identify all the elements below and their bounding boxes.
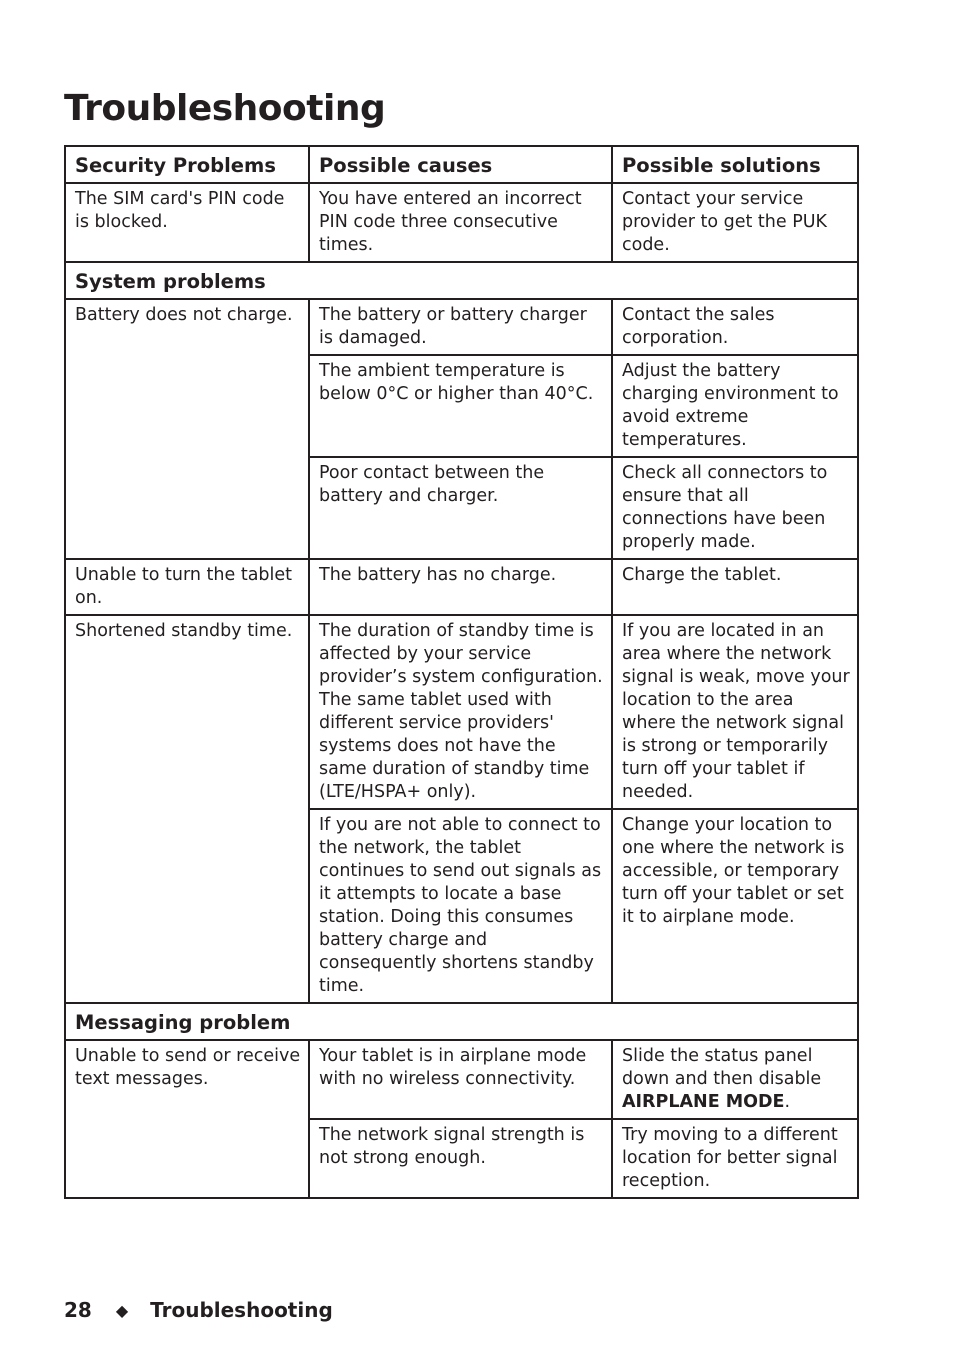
header-causes: Possible causes bbox=[309, 146, 612, 183]
table-row bbox=[65, 559, 858, 615]
solution-cell: Check all connectors to ensure that all connections have been properly made. bbox=[612, 457, 858, 559]
page-number: 28 bbox=[64, 1298, 92, 1322]
cause-cell: The network signal strength is not strong enough. bbox=[309, 1119, 612, 1198]
cause-cell: If you are not able to connect to the network, the tablet continues to send out signals as it attempts to locate a base station. Doing this consumes battery charge and consequently shortens standby time. bbox=[309, 809, 612, 1003]
section-row bbox=[65, 1003, 858, 1040]
solution-cell: Change your location to one where the network is accessible, or temporary turn off your tablet or set it to airplane mode. bbox=[612, 809, 858, 1003]
table-row bbox=[65, 1040, 858, 1119]
problem-cell: Battery does not charge. bbox=[65, 299, 309, 559]
table-row bbox=[65, 615, 858, 809]
cause-cell: The battery has no charge. bbox=[309, 559, 612, 615]
section-heading-messaging: Messaging problem bbox=[65, 1003, 858, 1040]
solution-cell: If you are located in an area where the network signal is weak, move your location to the area where the network signal is strong or temporarily turn off your tablet if needed. bbox=[612, 615, 858, 809]
solution-cell: Adjust the battery charging environment to avoid extreme temperatures. bbox=[612, 355, 858, 457]
page-footer bbox=[64, 1298, 333, 1322]
table-row bbox=[65, 183, 858, 262]
solution-cell bbox=[612, 1040, 858, 1119]
solution-text-end: . bbox=[784, 1092, 791, 1112]
header-solutions: Possible solutions bbox=[612, 146, 858, 183]
section-heading-system: System problems bbox=[65, 262, 858, 299]
troubleshooting-table bbox=[64, 145, 859, 1199]
solution-cell: Charge the tablet. bbox=[612, 559, 858, 615]
cause-cell: The ambient temperature is below 0°C or higher than 40°C. bbox=[309, 355, 612, 457]
cause-cell: You have entered an incorrect PIN code three consecutive times. bbox=[309, 183, 612, 262]
problem-cell: Unable to send or receive text messages. bbox=[65, 1040, 309, 1198]
section-row bbox=[65, 262, 858, 299]
solution-text: Slide the status panel down and then disable bbox=[622, 1046, 822, 1089]
diamond-icon: ◆ bbox=[115, 1300, 129, 1320]
solution-cell: Contact the sales corporation. bbox=[612, 299, 858, 355]
table-header-row bbox=[65, 146, 858, 183]
solution-cell: Contact your service provider to get the PUK code. bbox=[612, 183, 858, 262]
header-problems: Security Problems bbox=[65, 146, 309, 183]
footer-section-title: Troubleshooting bbox=[150, 1298, 333, 1322]
problem-cell: Shortened standby time. bbox=[65, 615, 309, 1003]
table-row bbox=[65, 299, 858, 355]
cause-cell: The battery or battery charger is damaged. bbox=[309, 299, 612, 355]
cause-cell: Poor contact between the battery and charger. bbox=[309, 457, 612, 559]
cause-cell: Your tablet is in airplane mode with no wireless connectivity. bbox=[309, 1040, 612, 1119]
problem-cell: Unable to turn the tablet on. bbox=[65, 559, 309, 615]
problem-cell: The SIM card's PIN code is blocked. bbox=[65, 183, 309, 262]
page-title: Troubleshooting bbox=[64, 88, 386, 129]
solution-cell: Try moving to a different location for better signal reception. bbox=[612, 1119, 858, 1198]
airplane-mode-label: AIRPLANE MODE bbox=[622, 1092, 785, 1112]
cause-cell: The duration of standby time is affected by your service provider’s system configuration. The same tablet used with different service providers' systems does not have the same duration of standby time (LTE/HSPA+ only). bbox=[309, 615, 612, 809]
